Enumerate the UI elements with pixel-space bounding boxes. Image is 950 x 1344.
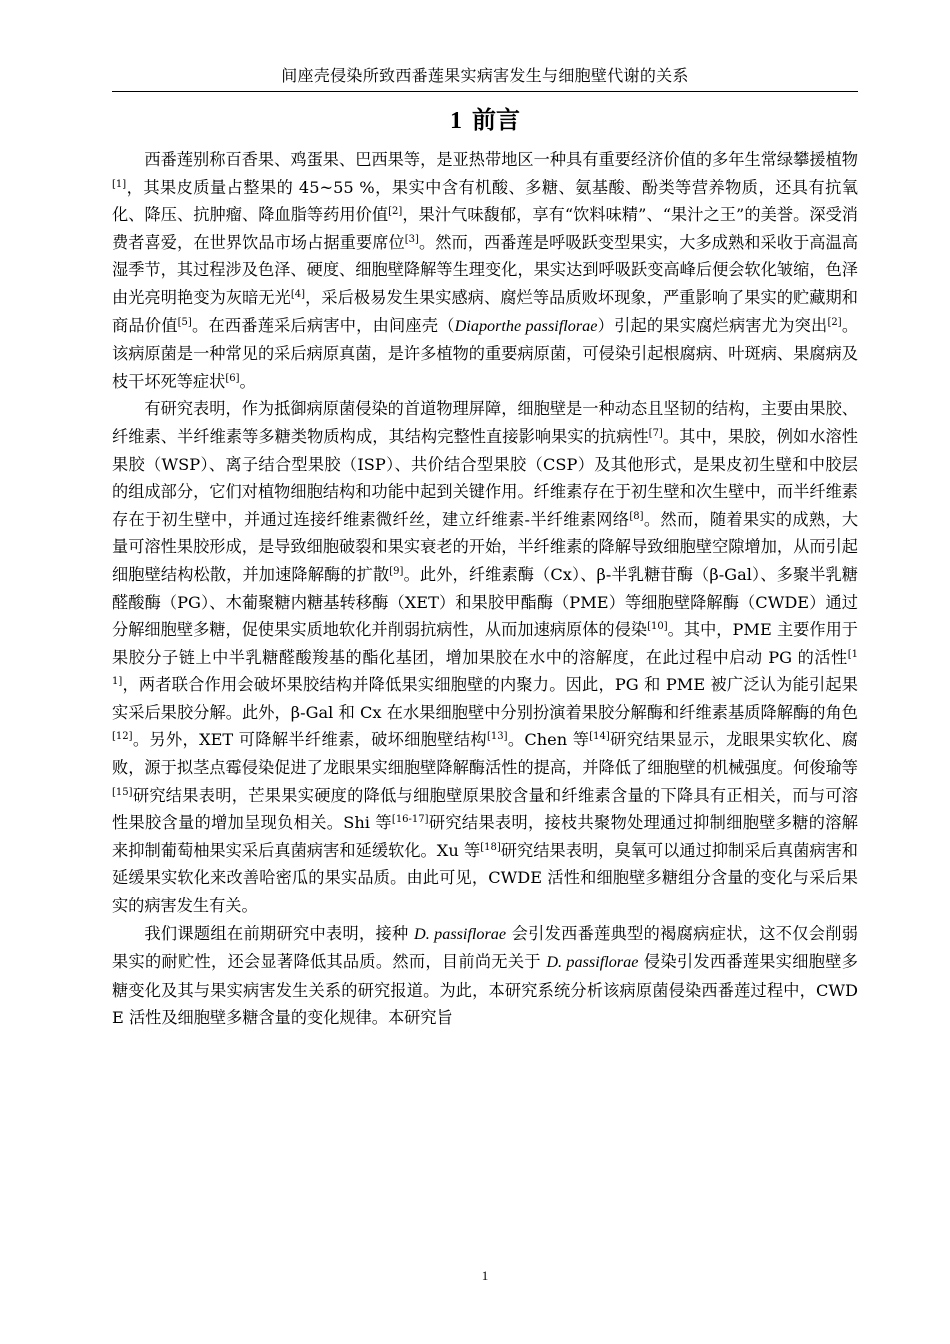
text-run: 。此外，纤维素酶（Cx）、β-半乳糖苷酶（β-Gal）、多聚半乳糖醛酸酶（PG）、木葡聚糖内糖基转移酶（XET）和果胶甲酯酶（PME）等细胞壁降解酶（CWDE）通过分解细胞壁多糖，促使果实质地软化并削弱抗病性，从而加速病原体的侵染 — [112, 564, 858, 640]
text-run: 研究结果表明，接枝共聚物处理通过抑制细胞壁多糖的溶解来抑制葡萄柚果实采后真菌病害和延缓软化。Xu 等 — [112, 813, 858, 860]
paragraph-3 — [112, 920, 858, 1032]
citation-ref: [4] — [290, 288, 306, 300]
section-title-text: 前言 — [472, 106, 520, 134]
citation-ref: [9] — [389, 565, 404, 577]
body-text — [112, 146, 858, 1032]
citation-ref: [3] — [404, 233, 419, 245]
running-header: 间座壳侵染所致西番莲果实病害发生与细胞壁代谢的关系 — [281, 66, 689, 85]
citation-ref: [14] — [589, 731, 610, 743]
citation-ref: [1] — [112, 178, 127, 190]
text-run: ，采后极易发生果实感病、腐烂等品质败坏现象，严重影响了果实的贮藏期和商品价值 — [112, 287, 858, 335]
citation-ref: [10] — [647, 621, 668, 633]
citation-ref: [15] — [112, 786, 133, 798]
citation-ref: [8] — [629, 510, 644, 522]
paragraph-2 — [112, 395, 858, 919]
section-title — [112, 104, 858, 137]
page-number: 1 — [481, 1268, 489, 1283]
species-name: Diaporthe passiflorae — [454, 316, 598, 335]
paragraph-1 — [112, 146, 858, 395]
text-run: ，果汁气味馥郁，享有“饮料味精”、“果汁之王”的美誉。深受消费者喜爱，在世界饮品市场占据重要席位 — [112, 205, 858, 252]
text-run: 。其中，PME 主要作用于果胶分子链上中半乳糖醛酸羧基的酯化基团，增加果胶在水中的溶解度，在此过程中启动 PG 的活性 — [112, 620, 858, 667]
text-run: 有研究表明，作为抵御病原菌侵染的首道物理屏障，细胞壁是一种动态且坚韧的结构，主要由果胶、纤维素、半纤维素等多糖类物质构成，其结构完整性直接影响果实的抗病性 — [112, 399, 858, 446]
text-run: 研究结果显示，龙眼果实软化、腐败，源于拟茎点霉侵染促进了龙眼果实细胞壁降解酶活性的提高，并降低了细胞壁的机械强度。何俊瑜等 — [112, 730, 858, 778]
species-name: D. passiflorae — [546, 953, 639, 972]
citation-ref: [13] — [486, 731, 508, 743]
citation-ref: [2] — [827, 316, 842, 328]
citation-ref: [11] — [112, 648, 858, 688]
species-name: D. passiflorae — [414, 924, 507, 943]
citation-ref: [16-17] — [391, 814, 429, 826]
citation-ref: [6] — [225, 372, 240, 384]
citation-ref: [5] — [177, 316, 192, 328]
text-run: 。然而，随着果实的成熟，大量可溶性果胶形成，是导致细胞破裂和果实衰老的开始，半纤维素的降解导致细胞壁空隙增加，从而引起细胞壁结构松散，并加速降解酶的扩散 — [112, 509, 859, 584]
text-run: 。另外，XET 可降解半纤维素，破坏细胞壁结构 — [132, 730, 487, 750]
section-number: 1 — [450, 108, 462, 134]
text-run: 研究结果表明，臭氧可以通过抑制采后真菌病害和延缓果实软化来改善哈密瓜的果实品质。由此可见，CWDE 活性和细胞壁多糖组分含量的变化与采后果实的病害发生有关。 — [112, 840, 858, 916]
text-run: ，两者联合作用会破坏果胶结构并降低果实细胞壁的内聚力。因此，PG 和 PME 被广泛认为能引起果实采后果胶分解。此外，β-Gal 和 Cx 在水果细胞壁中分别扮演着果胶分解酶和纤维素基质降解酶的角色 — [112, 675, 858, 722]
text-run: 。在西番莲采后病害中，由间座壳（ — [191, 315, 455, 335]
text-run: 。该病原菌是一种常见的采后病原真菌，是许多植物的重要病原菌，可侵染引起根腐病、叶斑病、果腐病及枝干坏死等症状 — [112, 315, 859, 391]
text-run: 会引发西番莲典型的褐腐病症状，这不仅会削弱果实的耐贮性，还会显著降低其品质。然而，目前尚无关于 — [112, 923, 858, 972]
text-run: 。Chen 等 — [507, 730, 590, 750]
text-run: 我们课题组在前期研究中表明，接种 — [144, 923, 415, 943]
text-run: 。 — [239, 371, 256, 391]
text-run: ，其果皮质量占整果的 45~55 %，果实中含有机酸、多糖、氨基酸、酚类等营养物质，还具有抗氧化、降压、抗肿瘤、降血脂等药用价值 — [112, 177, 858, 225]
text-run: 西番莲别称百香果、鸡蛋果、巴西果等，是亚热带地区一种具有重要经济价值的多年生常绿攀援植物 — [144, 150, 858, 169]
citation-ref: [2] — [388, 206, 403, 218]
text-run: 研究结果表明，芒果果实硬度的降低与细胞壁原果胶含量和纤维素含量的下降具有正相关，而与可溶性果胶含量的增加呈现负相关。Shi 等 — [112, 785, 858, 833]
text-run: ）引起的果实腐烂病害尤为突出 — [597, 315, 828, 335]
text-run: 。其中，果胶，例如水溶性果胶（WSP）、离子结合型果胶（ISP）、共价结合型果胶（CSP）及其他形式，是果皮初生壁和中胶层的组成部分，它们对植物细胞结构和功能中起到关键作用。纤维素存在于初生壁和次生壁中，而半纤维素存在于初生壁中，并通过连接纤维素微纤丝，建立纤维素-半纤维素网络 — [112, 426, 858, 529]
text-run: 。然而，西番莲是呼吸跃变型果实，大多成熟和采收于高温高湿季节，其过程涉及色泽、硬度、细胞壁降解等生理变化，果实达到呼吸跃变高峰后便会软化皱缩，色泽由光亮明艳变为灰暗无光 — [112, 232, 859, 307]
header-rule — [112, 91, 858, 92]
text-run: 侵染引发西番莲果实细胞壁多糖变化及其与果实病害发生关系的研究报道。为此，本研究系统分析该病原菌侵染西番莲过程中，CWDE 活性及细胞壁多糖含量的变化规律。本研究旨 — [112, 952, 858, 1028]
citation-ref: [7] — [648, 427, 663, 439]
citation-ref: [18] — [480, 841, 501, 853]
citation-ref: [12] — [112, 731, 133, 743]
